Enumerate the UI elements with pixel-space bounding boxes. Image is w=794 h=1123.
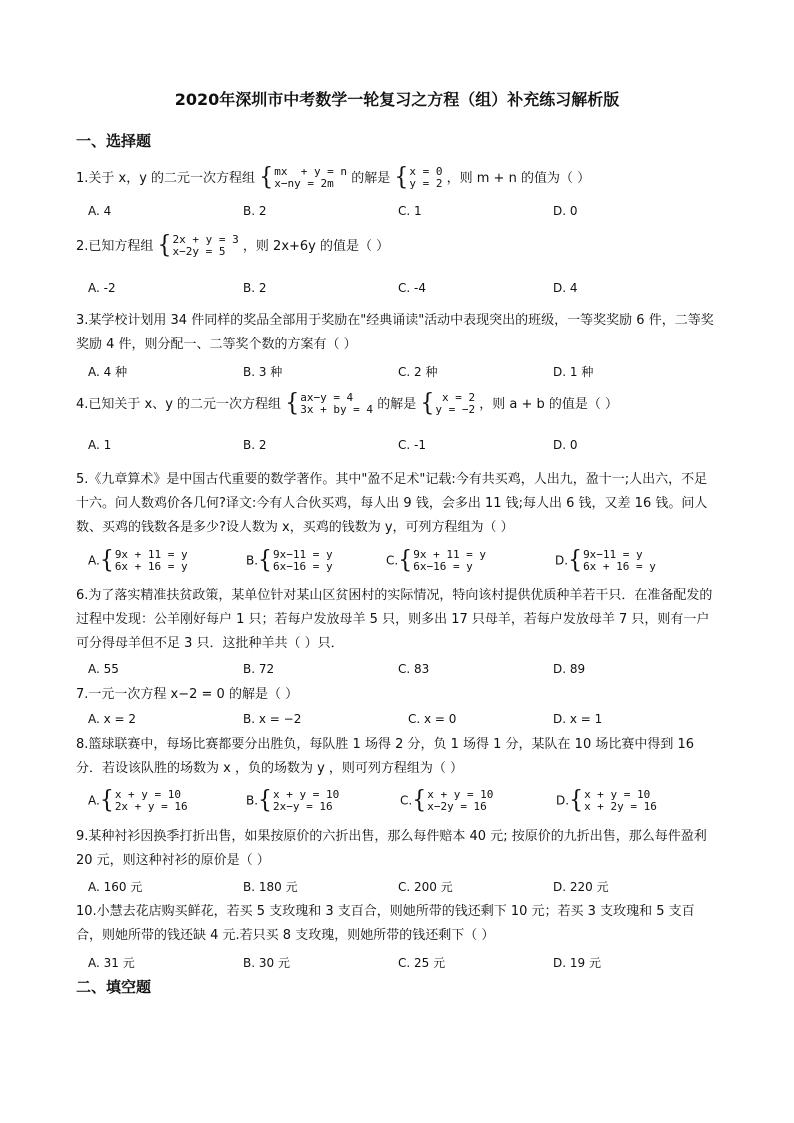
question-5-options (88, 546, 728, 579)
question-5: 5.《九章算术》是中国古代重要的数学著作。其中"盈不足术"记载:今有共买鸡，人出九，盈十一;人出六，不足十六。问人数鸡价各几何?译文:今有人合伙买鸡，每人出 9 钱，会多出 11 钱;每人出 6 钱，又差 16 钱。问人数、买鸡的钱数各是多少?设人数为 x，买鸡的钱数为 y，可列方程组为（ ） (76, 472, 708, 535)
page-title: 2020年深圳市中考数学一轮复习之方程（组）补充练习解析版 (174, 90, 620, 109)
option-c[interactable]: C.{ 9x + 11 = y 6x−16 = y (386, 546, 487, 575)
option-b[interactable]: B. 2 (243, 281, 267, 295)
option-a[interactable]: A. 31 元 (88, 956, 135, 970)
question-4-options (88, 438, 728, 460)
question-6-options (88, 662, 728, 684)
option-b[interactable]: B. 2 (243, 438, 267, 452)
question-7-options (88, 712, 728, 734)
section-heading-fill: 二、填空题 (76, 978, 152, 996)
question-3: 3.某学校计划用 34 件同样的奖品全部用于奖励在"经典诵读"活动中表现突出的班级，一等奖奖励 6 件，二等奖奖励 4 件，则分配一、二等奖个数的方案有（ ） (76, 313, 714, 352)
question-2-options (88, 281, 728, 303)
option-b[interactable]: B. x = −2 (243, 712, 302, 726)
question-4-solution: { x = 2 y = −2 (420, 389, 476, 418)
question-1-text: 1.关于 x，y 的二元一次方程组 (76, 170, 256, 186)
option-a[interactable]: A. -2 (88, 281, 116, 295)
question-2-text: 2.已知方程组 (76, 238, 154, 254)
option-c[interactable]: C. 2 种 (398, 365, 438, 379)
option-d[interactable]: D. 89 (553, 662, 586, 676)
option-d[interactable]: D. 220 元 (553, 880, 609, 894)
question-9-options (88, 878, 728, 900)
option-d[interactable]: D. 0 (553, 204, 578, 218)
option-c[interactable]: C.{ x + y = 10 x−2y = 16 (400, 786, 494, 815)
question-7: 7.一元一次方程 x−2 = 0 的解是（ ） (76, 687, 299, 702)
option-a[interactable]: A.{ 9x + 11 = y 6x + 16 = y (88, 546, 188, 575)
option-c[interactable]: C. 83 (398, 662, 430, 676)
question-4: 4.已知关于 x、y 的二元一次方程组 { ax−y = 4 3x + by = 4 的解是 { x = 2 y = −2 ，则 a + b 的值是（ ） (76, 389, 619, 418)
question-10: 10.小慧去花店购买鲜花，若买 5 支玫瑰和 3 支百合，则她所带的钱还剩下 10 元；若买 3 支玫瑰和 5 支百合，则她所带的钱还缺 4 元.若只买 8 支玫瑰，则她所带的钱还剩下（ ） (76, 904, 695, 943)
option-a[interactable]: A. 4 种 (88, 365, 128, 379)
question-10-options (88, 954, 728, 976)
option-b[interactable]: B. 180 元 (243, 880, 298, 894)
option-a[interactable]: A. x = 2 (88, 712, 137, 726)
option-d[interactable]: D.{ x + y = 10 x + 2y = 16 (556, 786, 657, 815)
option-c[interactable]: C. 200 元 (398, 880, 453, 894)
option-d[interactable]: D. 1 种 (553, 365, 594, 379)
option-a[interactable]: A.{ x + y = 10 2x + y = 16 (88, 786, 188, 815)
question-4-text: 4.已知关于 x、y 的二元一次方程组 (76, 396, 282, 412)
option-a[interactable]: A. 160 元 (88, 880, 143, 894)
question-9: 9.某种衬衫因换季打折出售，如果按原价的六折出售，那么每件赔本 40 元; 按原价的九折出售，那么每件盈利 20 元，则这种衬衫的原价是（ ） (76, 829, 707, 868)
question-1: 1.关于 x，y 的二元一次方程组 { mx + y = n x−ny = 2m 的解是 { x = 0 y = 2 ，则 m + n 的值为（ ） (76, 163, 591, 192)
option-c[interactable]: C. 25 元 (398, 956, 446, 970)
option-b[interactable]: B. 2 (243, 204, 267, 218)
question-6: 6.为了落实精准扶贫政策，某单位针对某山区贫困村的实际情况，特向该村提供优质种羊若干只．在准备配发的过程中发现：公羊刚好每户 1 只；若每户发放母羊 5 只，则多出 17 只母羊，若每户发放母羊 7 只，则有一户可分得母羊但不足 3 只．这批种羊共（ ）只． (76, 588, 713, 651)
option-a[interactable]: A. 1 (88, 438, 112, 452)
option-a[interactable]: A. 55 (88, 662, 119, 676)
option-b[interactable]: B.{ x + y = 10 2x−y = 16 (246, 786, 340, 815)
question-1-system: { mx + y = n x−ny = 2m (259, 163, 348, 192)
option-d[interactable]: D. 4 (553, 281, 578, 295)
option-c[interactable]: C. -4 (398, 281, 426, 295)
question-8-options (88, 786, 728, 819)
option-c[interactable]: C. x = 0 (408, 712, 457, 726)
option-c[interactable]: C. -1 (398, 438, 426, 452)
question-3-options (88, 363, 728, 385)
option-b[interactable]: B.{ 9x−11 = y 6x−16 = y (246, 546, 333, 575)
question-2-system: { 2x + y = 3 x−2y = 5 (157, 231, 239, 260)
option-d[interactable]: D. 19 元 (553, 956, 601, 970)
option-d[interactable]: D. x = 1 (553, 712, 603, 726)
option-b[interactable]: B. 72 (243, 662, 275, 676)
option-a[interactable]: A. 4 (88, 204, 112, 218)
option-d[interactable]: D. 0 (553, 438, 578, 452)
option-d[interactable]: D.{ 9x−11 = y 6x + 16 = y (555, 546, 656, 575)
option-b[interactable]: B. 3 种 (243, 365, 283, 379)
question-4-system: { ax−y = 4 3x + by = 4 (285, 389, 374, 418)
section-heading-choice: 一、选择题 (76, 132, 152, 150)
question-1-options (88, 204, 728, 226)
question-1-solution: { x = 0 y = 2 (394, 163, 443, 192)
option-c[interactable]: C. 1 (398, 204, 422, 218)
question-2: 2.已知方程组 { 2x + y = 3 x−2y = 5 ，则 2x+6y 的值是（ ） (76, 231, 390, 260)
option-b[interactable]: B. 30 元 (243, 956, 290, 970)
question-8: 8.篮球联赛中，每场比赛都要分出胜负，每队胜 1 场得 2 分，负 1 场得 1 分，某队在 10 场比赛中得到 16 分．若设该队胜的场数为 x ，负的场数为 y ，则可列方程组为（ ） (76, 737, 695, 776)
